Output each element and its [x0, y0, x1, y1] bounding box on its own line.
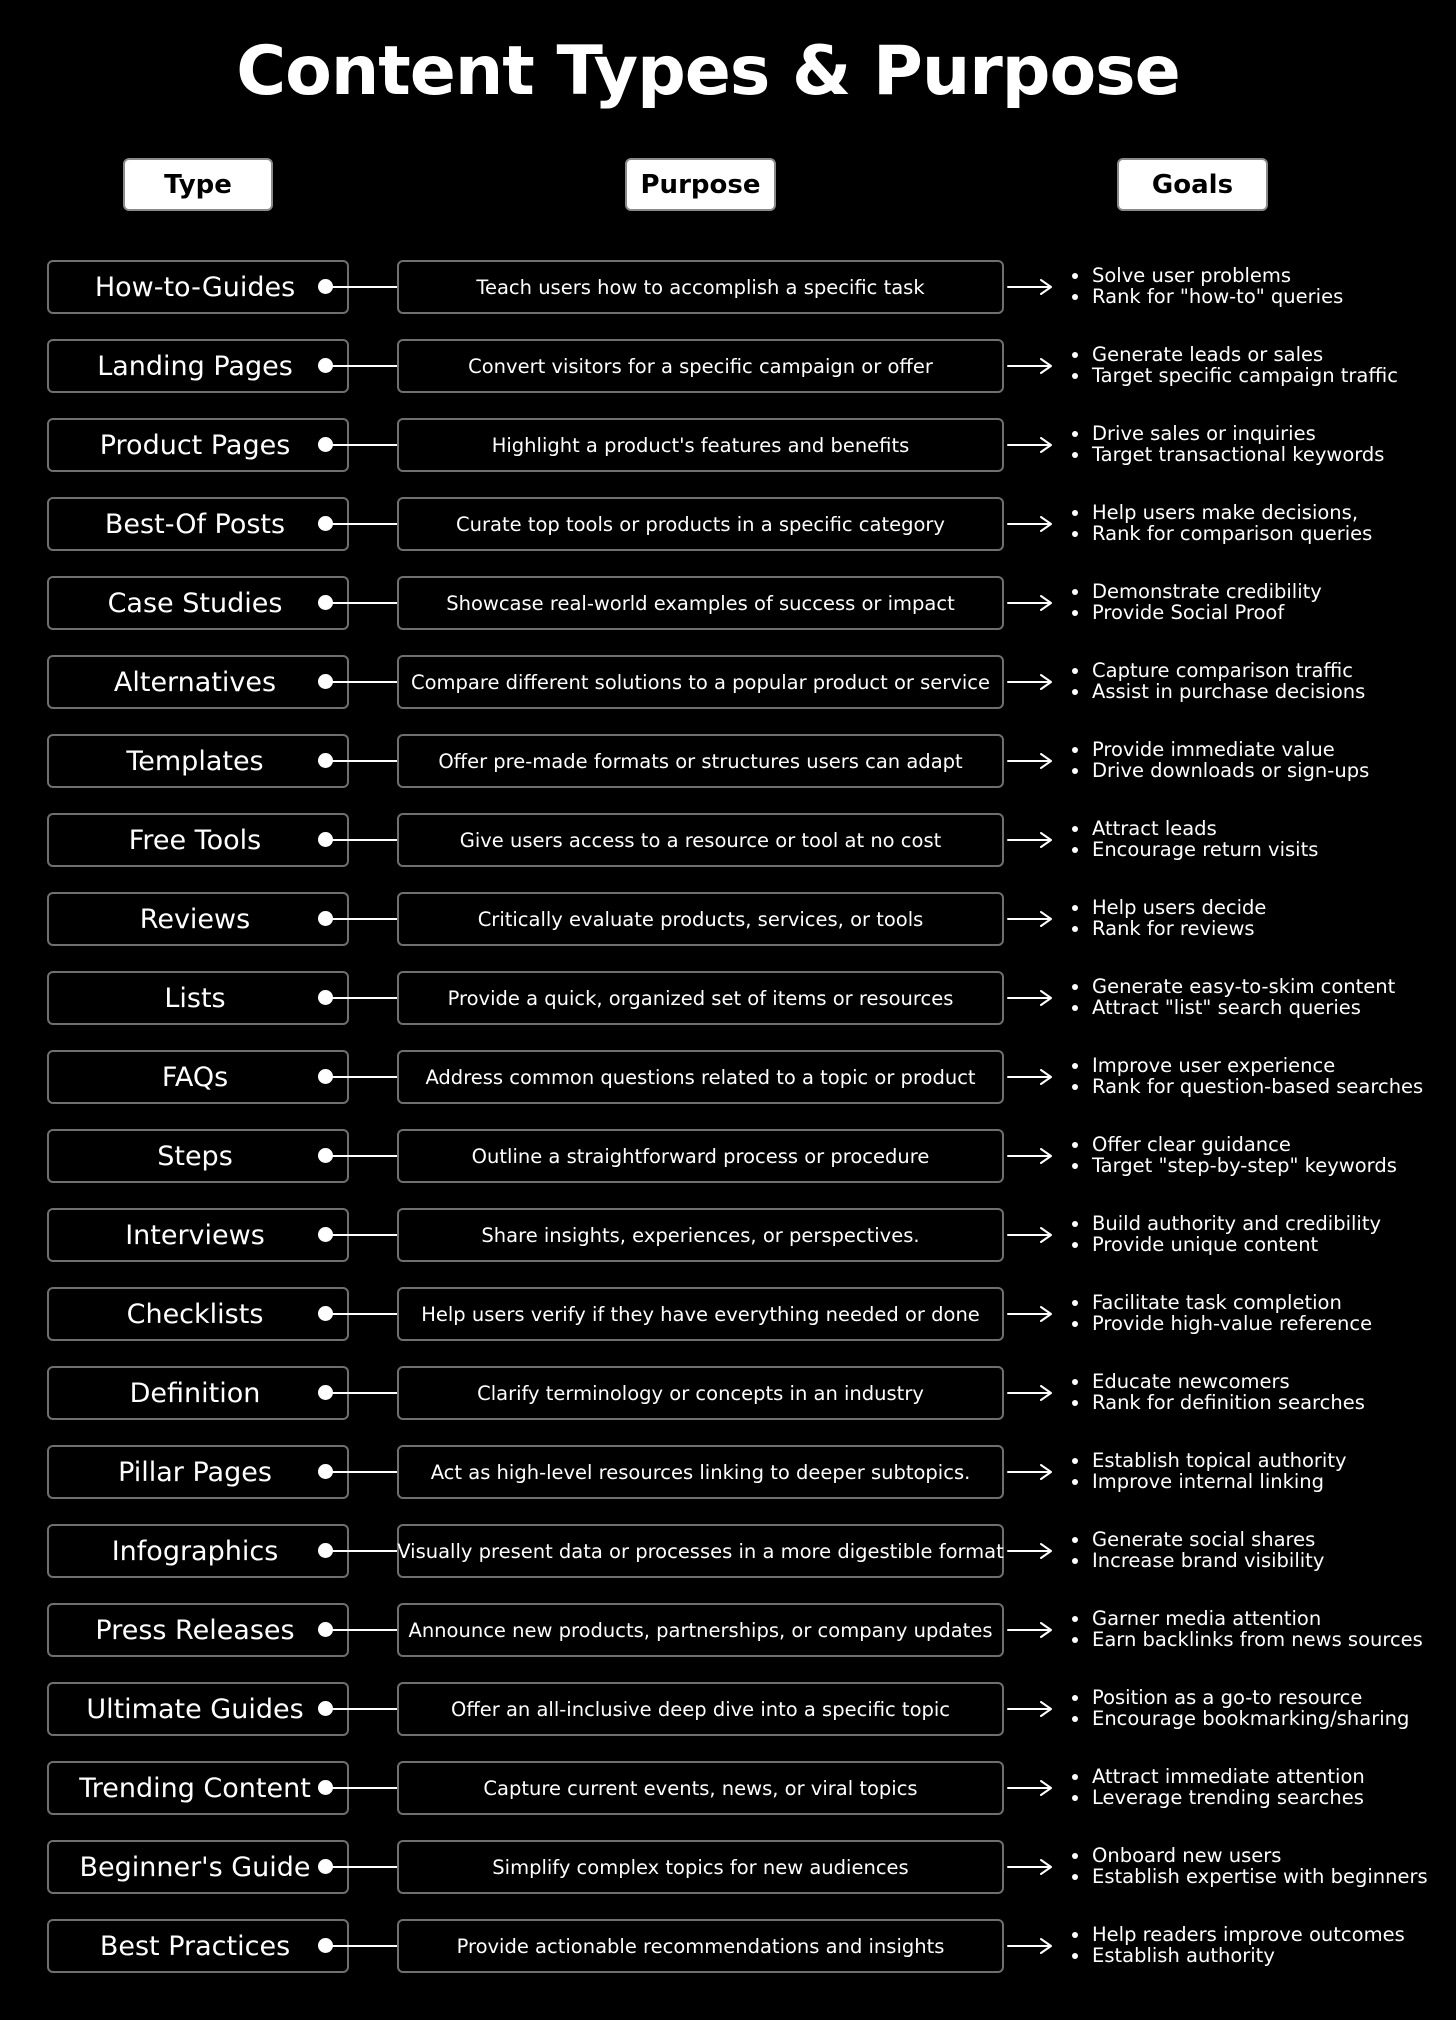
connector-line — [330, 1313, 398, 1315]
goal-item: Encourage return visits — [1070, 839, 1450, 860]
goal-item: Provide immediate value — [1070, 739, 1450, 760]
arrow-right-icon — [1006, 1145, 1054, 1167]
goal-item: Drive downloads or sign-ups — [1070, 760, 1450, 781]
content-type-rows — [0, 258, 1456, 1996]
type-label: FAQs — [47, 1050, 349, 1104]
content-row — [0, 1522, 1456, 1601]
goal-item: Improve user experience — [1070, 1055, 1450, 1076]
connector-line — [330, 997, 398, 999]
arrow-right-icon — [1006, 1540, 1054, 1562]
goals-list — [1070, 1450, 1450, 1492]
purpose-text: Critically evaluate products, services, or tools — [397, 892, 1004, 946]
goals-list — [1070, 739, 1450, 781]
goals-list — [1070, 976, 1450, 1018]
arrow-right-icon — [1006, 276, 1054, 298]
goals-list — [1070, 265, 1450, 307]
connector-line — [330, 839, 398, 841]
goal-item: Help users decide — [1070, 897, 1450, 918]
arrow-right-icon — [1006, 513, 1054, 535]
arrow-right-icon — [1006, 1777, 1054, 1799]
column-header-goals: Goals — [1117, 158, 1268, 211]
goals-list — [1070, 818, 1450, 860]
goal-item: Assist in purchase decisions — [1070, 681, 1450, 702]
arrow-right-icon — [1006, 987, 1054, 1009]
goal-item: Solve user problems — [1070, 265, 1450, 286]
connector-line — [330, 523, 398, 525]
purpose-text: Outline a straightforward process or procedure — [397, 1129, 1004, 1183]
purpose-text: Compare different solutions to a popular product or service — [397, 655, 1004, 709]
goals-list — [1070, 581, 1450, 623]
content-row — [0, 732, 1456, 811]
column-header-purpose: Purpose — [625, 158, 776, 211]
goal-item: Encourage bookmarking/sharing — [1070, 1708, 1450, 1729]
type-label: Pillar Pages — [47, 1445, 349, 1499]
connector-line — [330, 1471, 398, 1473]
content-row — [0, 1917, 1456, 1996]
connector-line — [330, 1629, 398, 1631]
connector-line — [330, 444, 398, 446]
goal-item: Establish expertise with beginners — [1070, 1866, 1450, 1887]
purpose-text: Capture current events, news, or viral topics — [397, 1761, 1004, 1815]
purpose-text: Offer pre-made formats or structures users can adapt — [397, 734, 1004, 788]
goals-list — [1070, 1213, 1450, 1255]
connector-line — [330, 602, 398, 604]
goals-list — [1070, 1292, 1450, 1334]
content-row — [0, 1759, 1456, 1838]
goal-item: Attract "list" search queries — [1070, 997, 1450, 1018]
goal-item: Establish authority — [1070, 1945, 1450, 1966]
content-row — [0, 653, 1456, 732]
goals-list — [1070, 1766, 1450, 1808]
purpose-text: Provide a quick, organized set of items or resources — [397, 971, 1004, 1025]
goals-list — [1070, 1134, 1450, 1176]
goal-item: Generate leads or sales — [1070, 344, 1450, 365]
connector-line — [330, 681, 398, 683]
arrow-right-icon — [1006, 1224, 1054, 1246]
goal-item: Educate newcomers — [1070, 1371, 1450, 1392]
goals-list — [1070, 1924, 1450, 1966]
goal-item: Improve internal linking — [1070, 1471, 1450, 1492]
purpose-text: Showcase real-world examples of success or impact — [397, 576, 1004, 630]
goal-item: Position as a go-to resource — [1070, 1687, 1450, 1708]
content-row — [0, 1364, 1456, 1443]
purpose-text: Highlight a product's features and benefits — [397, 418, 1004, 472]
type-label: Product Pages — [47, 418, 349, 472]
content-row — [0, 1680, 1456, 1759]
arrow-right-icon — [1006, 908, 1054, 930]
arrow-right-icon — [1006, 1461, 1054, 1483]
goal-item: Demonstrate credibility — [1070, 581, 1450, 602]
arrow-right-icon — [1006, 434, 1054, 456]
arrow-right-icon — [1006, 592, 1054, 614]
connector-line — [330, 1945, 398, 1947]
arrow-right-icon — [1006, 355, 1054, 377]
arrow-right-icon — [1006, 1698, 1054, 1720]
content-row — [0, 890, 1456, 969]
goal-item: Target transactional keywords — [1070, 444, 1450, 465]
arrow-right-icon — [1006, 1382, 1054, 1404]
goals-list — [1070, 1529, 1450, 1571]
content-row — [0, 416, 1456, 495]
connector-line — [330, 1076, 398, 1078]
content-row — [0, 1048, 1456, 1127]
goal-item: Target specific campaign traffic — [1070, 365, 1450, 386]
content-row — [0, 495, 1456, 574]
goal-item: Rank for question-based searches — [1070, 1076, 1450, 1097]
content-row — [0, 337, 1456, 416]
type-label: Infographics — [47, 1524, 349, 1578]
connector-line — [330, 286, 398, 288]
arrow-right-icon — [1006, 829, 1054, 851]
column-header-type: Type — [123, 158, 273, 211]
goal-item: Increase brand visibility — [1070, 1550, 1450, 1571]
goal-item: Help users make decisions, — [1070, 502, 1450, 523]
goal-item: Provide high-value reference — [1070, 1313, 1450, 1334]
purpose-text: Announce new products, partnerships, or company updates — [397, 1603, 1004, 1657]
type-label: Steps — [47, 1129, 349, 1183]
goal-item: Rank for definition searches — [1070, 1392, 1450, 1413]
arrow-right-icon — [1006, 1303, 1054, 1325]
type-label: Beginner's Guide — [47, 1840, 349, 1894]
type-label: Checklists — [47, 1287, 349, 1341]
type-label: Definition — [47, 1366, 349, 1420]
arrow-right-icon — [1006, 1856, 1054, 1878]
goal-item: Facilitate task completion — [1070, 1292, 1450, 1313]
type-label: Best Practices — [47, 1919, 349, 1973]
goal-item: Leverage trending searches — [1070, 1787, 1450, 1808]
goal-item: Attract immediate attention — [1070, 1766, 1450, 1787]
type-label: Press Releases — [47, 1603, 349, 1657]
goals-list — [1070, 1055, 1450, 1097]
purpose-text: Share insights, experiences, or perspectives. — [397, 1208, 1004, 1262]
connector-line — [330, 1866, 398, 1868]
purpose-text: Give users access to a resource or tool at no cost — [397, 813, 1004, 867]
goals-list — [1070, 1608, 1450, 1650]
content-row — [0, 811, 1456, 890]
goal-item: Garner media attention — [1070, 1608, 1450, 1629]
goal-item: Onboard new users — [1070, 1845, 1450, 1866]
goal-item: Target "step-by-step" keywords — [1070, 1155, 1450, 1176]
goal-item: Capture comparison traffic — [1070, 660, 1450, 681]
goals-list — [1070, 502, 1450, 544]
goals-list — [1070, 423, 1450, 465]
content-row — [0, 1838, 1456, 1917]
goal-item: Build authority and credibility — [1070, 1213, 1450, 1234]
content-row — [0, 969, 1456, 1048]
goal-item: Provide unique content — [1070, 1234, 1450, 1255]
purpose-text: Offer an all-inclusive deep dive into a specific topic — [397, 1682, 1004, 1736]
connector-line — [330, 760, 398, 762]
type-label: Templates — [47, 734, 349, 788]
type-label: Reviews — [47, 892, 349, 946]
goals-list — [1070, 1687, 1450, 1729]
goal-item: Offer clear guidance — [1070, 1134, 1450, 1155]
goal-item: Attract leads — [1070, 818, 1450, 839]
purpose-text: Teach users how to accomplish a specific task — [397, 260, 1004, 314]
goal-item: Generate easy-to-skim content — [1070, 976, 1450, 997]
type-label: How-to-Guides — [47, 260, 349, 314]
goal-item: Earn backlinks from news sources — [1070, 1629, 1450, 1650]
type-label: Ultimate Guides — [47, 1682, 349, 1736]
purpose-text: Clarify terminology or concepts in an industry — [397, 1366, 1004, 1420]
purpose-text: Convert visitors for a specific campaign or offer — [397, 339, 1004, 393]
goals-list — [1070, 1371, 1450, 1413]
arrow-right-icon — [1006, 1619, 1054, 1641]
type-label: Lists — [47, 971, 349, 1025]
goal-item: Drive sales or inquiries — [1070, 423, 1450, 444]
connector-line — [330, 365, 398, 367]
purpose-text: Provide actionable recommendations and insights — [397, 1919, 1004, 1973]
content-row — [0, 1206, 1456, 1285]
connector-line — [330, 918, 398, 920]
goal-item: Rank for comparison queries — [1070, 523, 1450, 544]
content-row — [0, 1601, 1456, 1680]
content-row — [0, 258, 1456, 337]
content-row — [0, 574, 1456, 653]
content-row — [0, 1127, 1456, 1206]
connector-line — [330, 1234, 398, 1236]
goal-item: Establish topical authority — [1070, 1450, 1450, 1471]
arrow-right-icon — [1006, 750, 1054, 772]
arrow-right-icon — [1006, 1066, 1054, 1088]
type-label: Alternatives — [47, 655, 349, 709]
content-row — [0, 1285, 1456, 1364]
type-label: Landing Pages — [47, 339, 349, 393]
goal-item: Rank for "how-to" queries — [1070, 286, 1450, 307]
type-label: Trending Content — [47, 1761, 349, 1815]
purpose-text: Address common questions related to a topic or product — [397, 1050, 1004, 1104]
purpose-text: Visually present data or processes in a more digestible format — [397, 1524, 1004, 1578]
goals-list — [1070, 897, 1450, 939]
type-label: Interviews — [47, 1208, 349, 1262]
connector-line — [330, 1550, 398, 1552]
purpose-text: Help users verify if they have everything needed or done — [397, 1287, 1004, 1341]
connector-line — [330, 1155, 398, 1157]
purpose-text: Simplify complex topics for new audiences — [397, 1840, 1004, 1894]
purpose-text: Curate top tools or products in a specific category — [397, 497, 1004, 551]
goal-item: Rank for reviews — [1070, 918, 1450, 939]
page-title: Content Types & Purpose — [236, 32, 1180, 111]
goal-item: Help readers improve outcomes — [1070, 1924, 1450, 1945]
arrow-right-icon — [1006, 671, 1054, 693]
arrow-right-icon — [1006, 1935, 1054, 1957]
goal-item: Provide Social Proof — [1070, 602, 1450, 623]
goal-item: Generate social shares — [1070, 1529, 1450, 1550]
purpose-text: Act as high-level resources linking to deeper subtopics. — [397, 1445, 1004, 1499]
goals-list — [1070, 660, 1450, 702]
type-label: Free Tools — [47, 813, 349, 867]
content-row — [0, 1443, 1456, 1522]
connector-line — [330, 1392, 398, 1394]
type-label: Case Studies — [47, 576, 349, 630]
connector-line — [330, 1708, 398, 1710]
goals-list — [1070, 1845, 1450, 1887]
type-label: Best-Of Posts — [47, 497, 349, 551]
connector-line — [330, 1787, 398, 1789]
goals-list — [1070, 344, 1450, 386]
